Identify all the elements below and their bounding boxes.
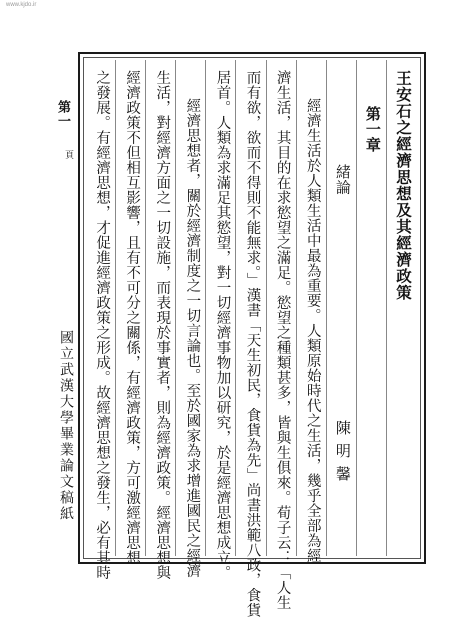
column-line-4	[205, 60, 235, 580]
text-line: 生活，對經濟方面之一切設施，而表現於事實者，則為經濟政策。經濟思想與	[154, 70, 171, 580]
column-title	[386, 60, 416, 556]
page-number-label: 第一	[55, 100, 70, 128]
column-line-2	[266, 60, 296, 610]
text-line: 經濟政策不但相互影響，且有不可分之關係，有經濟政策，方可激經濟思想	[124, 70, 141, 565]
text-line: 濟生活，其目的在求慾望之滿足。慾望之種類甚多，皆與生俱來。荀子云：「人生	[274, 70, 291, 610]
column-heading	[356, 60, 386, 556]
column-line-7	[115, 60, 145, 565]
column-line-5	[175, 60, 205, 578]
column-line-6	[145, 60, 175, 580]
column-grid	[86, 60, 416, 618]
institution-label: 國立武漢大學畢業論文稿紙	[58, 330, 74, 522]
text-line: 居首。人類為求滿足其慾望，對一切經濟事物加以研究，於是經濟思想成立。	[214, 70, 231, 580]
column-line-8	[86, 60, 115, 580]
column-line-1	[296, 60, 326, 563]
document-title: 王安石之經濟思想及其經濟政策	[394, 70, 413, 301]
watermark: www.kjdo.ir	[6, 2, 37, 8]
column-section	[326, 60, 356, 556]
text-line: 經濟思想者，關於經濟制度之一切言論也。至於國家為求增進國民之經濟	[184, 98, 201, 578]
column-line-3	[235, 60, 265, 618]
text-line: 而有欲，欲而不得則不能無求。」漢書「天生初民，食貨為先」尚書洪範八政，食貨	[244, 70, 261, 618]
author-name: 陳明馨	[333, 420, 352, 489]
page-unit-label: 頁	[63, 150, 73, 159]
text-line: 經濟生活於人類生活中最為重要。人類原始時代之生活，幾乎全部為經	[304, 98, 321, 563]
manuscript-sheet	[78, 52, 426, 618]
chapter-heading: 第一章	[363, 106, 382, 153]
text-line: 之發展。有經濟思想，才促進經濟政策之形成。故經濟思想之發生，必有其時	[94, 70, 111, 580]
section-heading: 緒論	[333, 164, 352, 195]
